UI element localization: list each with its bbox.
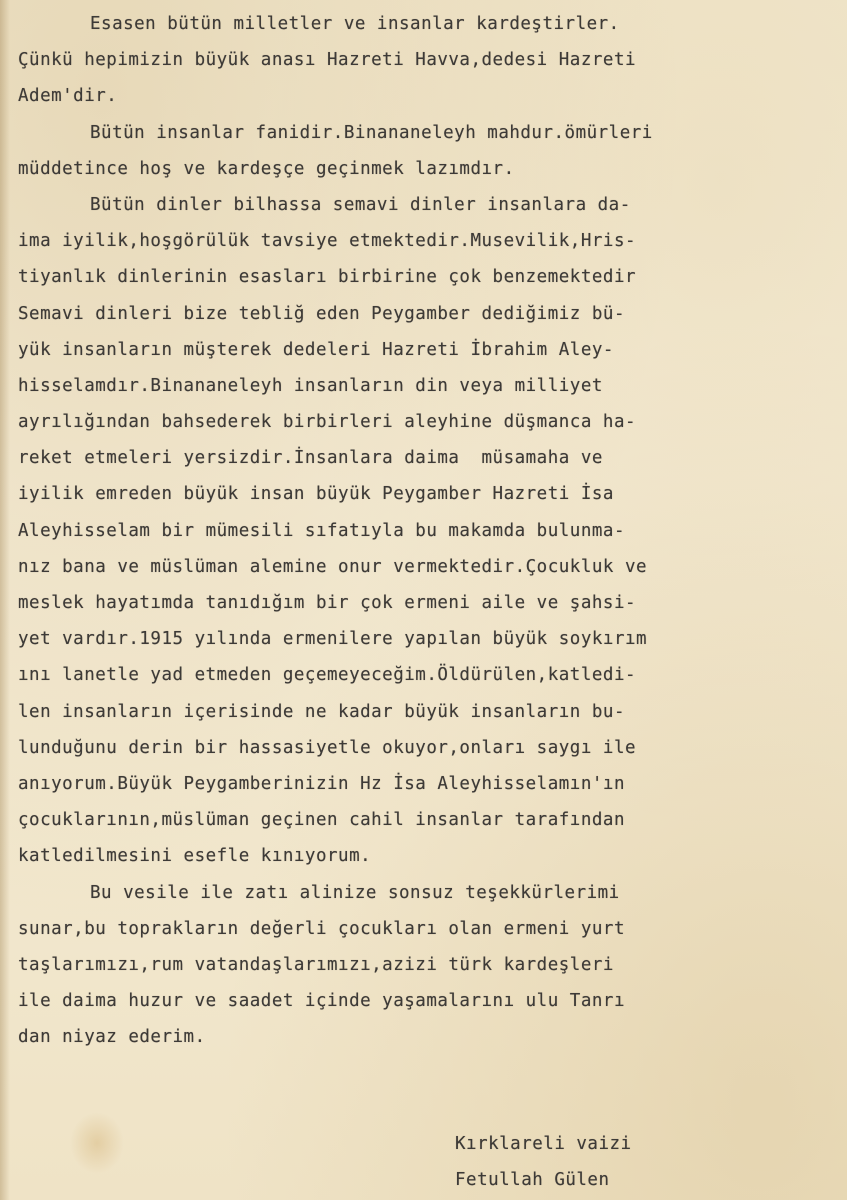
letter-line: Bu vesile ile zatı alinize sonsuz teşekkürlerimi [90,882,620,903]
letter-line: ima iyilik,hoşgörülük tavsiye etmektedir.Musevilik,Hris- [18,231,637,252]
letter-line: iyilik emreden büyük insan büyük Peygamber Hazreti İsa [18,484,614,505]
letter-line: len insanların içerisinde ne kadar büyük insanların bu- [18,701,625,722]
letter-line: lunduğunu derin bir hassasiyetle okuyor,onları saygı ile [18,737,637,758]
letter-line: anıyorum.Büyük Peygamberinizin Hz İsa Aleyhisselamın'ın [18,773,625,794]
letter-line: taşlarımızı,rum vatandaşlarımızı,azizi türk kardeşleri [18,954,614,975]
letter-line: Esasen bütün milletler ve insanlar kardeştirler. [90,14,620,34]
letter-line: meslek hayatımda tanıdığım bir çok ermeni aile ve şahsi- [18,593,637,613]
letter-line: Semavi dinleri bize tebliğ eden Peygamber dediğimiz bü- [18,303,625,324]
letter-line: Bütün insanlar fanidir.Binananeleyh mahdur.ömürleri [90,122,653,143]
letter-line: yet vardır.1915 yılında ermenilere yapılan büyük soykırım [18,629,648,650]
letter-body [18,6,836,1055]
paper-stain [70,1112,124,1174]
letter-line: yük insanların müşterek dedeleri Hazreti İbrahim Aley- [18,339,614,360]
signature-block [455,1126,632,1198]
letter-line: dan niyaz ederim. [18,1027,206,1048]
letter-line: nız bana ve müslüman alemine onur vermektedir.Çocukluk ve [18,556,648,577]
letter-line: ayrılığından bahsederek birbirleri aleyhine düşmanca ha- [18,412,637,433]
letter-line: müddetince hoş ve kardeşçe geçinmek lazımdır. [18,158,515,179]
letter-line: ını lanetle yad etmeden geçemeyeceğim.Öldürülen,katledi- [18,665,637,686]
signature-name: Fetullah Gülen [455,1170,610,1190]
letter-line: katledilmesini esefle kınıyorum. [18,846,372,867]
letter-line: hisselamdır.Binananeleyh insanların din veya milliyet [18,375,603,396]
letter-line: Bütün dinler bilhassa semavi dinler insanlara da- [90,194,631,215]
letter-line: tiyanlık dinlerinin esasları birbirine çok benzemektedir [18,267,637,288]
letter-line: ile daima huzur ve saadet içinde yaşamalarını ulu Tanrı [18,991,625,1012]
letter-line: sunar,bu toprakların değerli çocukları olan ermeni yurt [18,918,625,939]
letter-line: Aleyhisselam bir mümesili sıfatıyla bu makamda bulunma- [18,520,625,541]
letter-line: Adem'dir. [18,86,118,107]
letter-line: Çünkü hepimizin büyük anası Hazreti Havva,dedesi Hazreti [18,50,637,71]
letter-line: reket etmeleri yersizdir.İnsanlara daima müsamaha ve [18,448,603,469]
signature-title: Kırklareli vaizi [455,1134,632,1154]
letter-line: çocuklarının,müslüman geçinen cahil insanlar tarafından [18,810,625,831]
